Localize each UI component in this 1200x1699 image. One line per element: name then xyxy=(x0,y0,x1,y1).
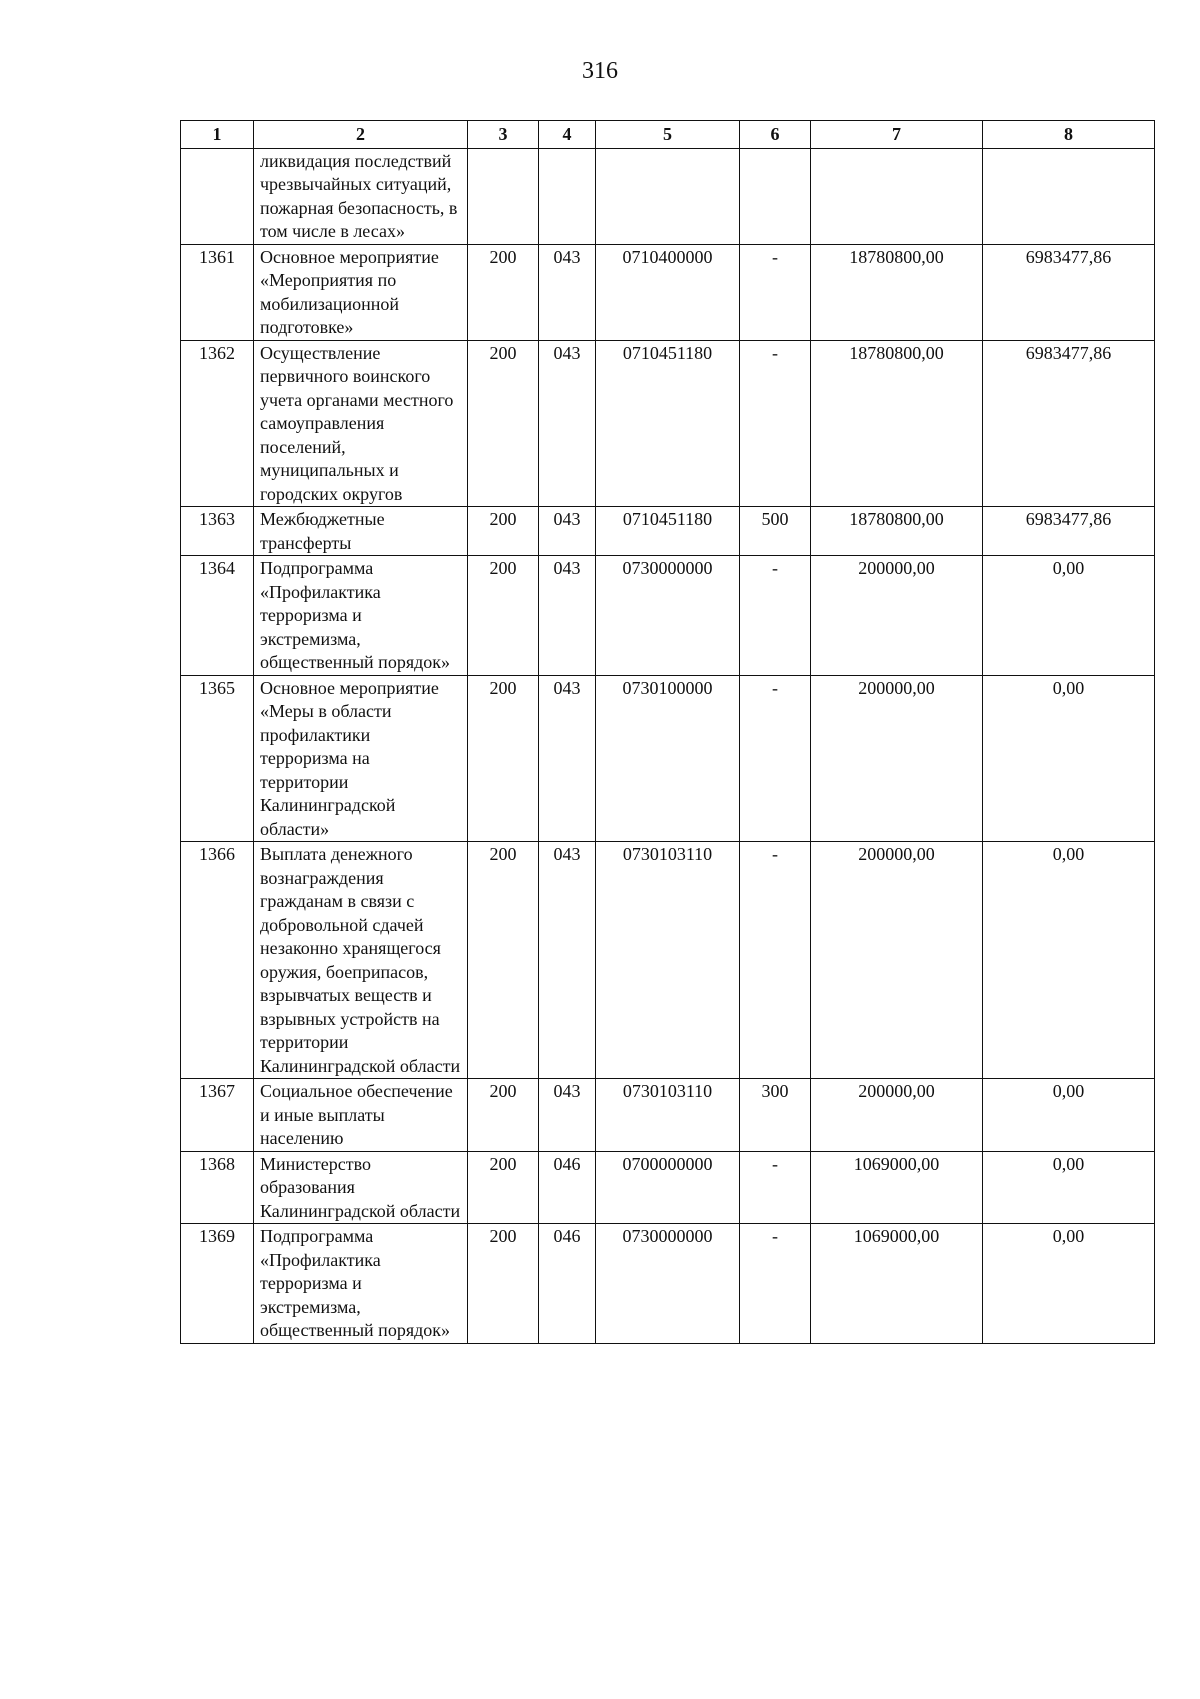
header-col-6: 6 xyxy=(740,121,811,149)
row-name: Подпрограмма «Профилактика терроризма и экстремизма, общественный порядок» xyxy=(254,556,468,676)
header-col-3: 3 xyxy=(468,121,539,149)
row-col-8: 0,00 xyxy=(983,556,1155,676)
row-col-6: - xyxy=(740,244,811,340)
row-col-8: 0,00 xyxy=(983,1079,1155,1152)
table-row xyxy=(181,244,1155,340)
table-row xyxy=(181,148,1155,244)
header-col-4: 4 xyxy=(539,121,596,149)
table-row xyxy=(181,842,1155,1079)
row-number: 1362 xyxy=(181,340,254,507)
row-col-7: 200000,00 xyxy=(811,1079,983,1152)
row-col-5: 0710451180 xyxy=(596,507,740,556)
row-col-8: 6983477,86 xyxy=(983,340,1155,507)
row-col-6: - xyxy=(740,556,811,676)
row-name: Министерство образования Калининградской области xyxy=(254,1151,468,1224)
row-col-7: 1069000,00 xyxy=(811,1151,983,1224)
row-col-8: 0,00 xyxy=(983,1224,1155,1344)
page-number: 316 xyxy=(582,58,618,84)
row-col-6: - xyxy=(740,675,811,842)
row-col-4: 043 xyxy=(539,244,596,340)
row-col-6: - xyxy=(740,340,811,507)
row-col-3: 200 xyxy=(468,1224,539,1344)
row-col-7 xyxy=(811,148,983,244)
row-name: Основное мероприятие «Меры в области профилактики терроризма на территории Калининградской области» xyxy=(254,675,468,842)
row-name: Межбюджетные трансферты xyxy=(254,507,468,556)
row-col-8: 0,00 xyxy=(983,842,1155,1079)
row-name: Выплата денежного вознаграждения гражданам в связи с добровольной сдачей незаконно хранящегося оружия, боеприпасов, взрывчатых веществ и взрывных устройств на территории Калининградской области xyxy=(254,842,468,1079)
row-col-4: 043 xyxy=(539,507,596,556)
row-col-8: 0,00 xyxy=(983,1151,1155,1224)
row-col-5: 0730000000 xyxy=(596,1224,740,1344)
row-name: Подпрограмма «Профилактика терроризма и экстремизма, общественный порядок» xyxy=(254,1224,468,1344)
table-row xyxy=(181,1224,1155,1344)
table-row xyxy=(181,1079,1155,1152)
row-number: 1363 xyxy=(181,507,254,556)
row-col-7: 200000,00 xyxy=(811,842,983,1079)
row-col-5: 0710451180 xyxy=(596,340,740,507)
row-name: Социальное обеспечение и иные выплаты населению xyxy=(254,1079,468,1152)
row-col-4: 043 xyxy=(539,340,596,507)
row-col-3: 200 xyxy=(468,340,539,507)
table-row xyxy=(181,507,1155,556)
row-col-8: 6983477,86 xyxy=(983,244,1155,340)
row-col-3: 200 xyxy=(468,1079,539,1152)
row-number: 1369 xyxy=(181,1224,254,1344)
row-col-5 xyxy=(596,148,740,244)
row-col-5: 0710400000 xyxy=(596,244,740,340)
table-row xyxy=(181,340,1155,507)
row-col-4: 043 xyxy=(539,556,596,676)
row-col-7: 18780800,00 xyxy=(811,340,983,507)
table-row xyxy=(181,1151,1155,1224)
row-col-6: - xyxy=(740,842,811,1079)
row-number: 1366 xyxy=(181,842,254,1079)
row-number: 1365 xyxy=(181,675,254,842)
row-col-6: - xyxy=(740,1151,811,1224)
row-col-3: 200 xyxy=(468,842,539,1079)
row-number: 1361 xyxy=(181,244,254,340)
row-col-4: 043 xyxy=(539,675,596,842)
budget-table xyxy=(180,120,1155,1344)
table-row xyxy=(181,675,1155,842)
row-col-5: 0730000000 xyxy=(596,556,740,676)
row-col-3 xyxy=(468,148,539,244)
row-number: 1364 xyxy=(181,556,254,676)
row-number: 1367 xyxy=(181,1079,254,1152)
row-col-3: 200 xyxy=(468,244,539,340)
header-col-8: 8 xyxy=(983,121,1155,149)
row-col-4: 046 xyxy=(539,1224,596,1344)
row-number: 1368 xyxy=(181,1151,254,1224)
row-col-7: 18780800,00 xyxy=(811,507,983,556)
header-row xyxy=(181,121,1155,149)
table-header xyxy=(181,121,1155,149)
row-col-6 xyxy=(740,148,811,244)
header-col-2: 2 xyxy=(254,121,468,149)
table-row xyxy=(181,556,1155,676)
row-col-8 xyxy=(983,148,1155,244)
header-col-1: 1 xyxy=(181,121,254,149)
row-col-6: 300 xyxy=(740,1079,811,1152)
row-col-5: 0730103110 xyxy=(596,1079,740,1152)
row-col-5: 0700000000 xyxy=(596,1151,740,1224)
row-number xyxy=(181,148,254,244)
row-col-7: 200000,00 xyxy=(811,675,983,842)
row-col-4: 043 xyxy=(539,1079,596,1152)
row-name: ликвидация последствий чрезвычайных ситуаций, пожарная безопасность, в том числе в лесах» xyxy=(254,148,468,244)
header-col-7: 7 xyxy=(811,121,983,149)
row-col-3: 200 xyxy=(468,1151,539,1224)
row-col-6: 500 xyxy=(740,507,811,556)
table-body xyxy=(181,148,1155,1343)
row-col-4: 043 xyxy=(539,842,596,1079)
row-col-3: 200 xyxy=(468,507,539,556)
row-col-3: 200 xyxy=(468,556,539,676)
row-col-4 xyxy=(539,148,596,244)
row-name: Осуществление первичного воинского учета органами местного самоуправления поселений, муниципальных и городских округов xyxy=(254,340,468,507)
row-col-7: 1069000,00 xyxy=(811,1224,983,1344)
row-col-8: 0,00 xyxy=(983,675,1155,842)
row-col-8: 6983477,86 xyxy=(983,507,1155,556)
row-col-5: 0730103110 xyxy=(596,842,740,1079)
row-col-7: 18780800,00 xyxy=(811,244,983,340)
row-col-4: 046 xyxy=(539,1151,596,1224)
row-name: Основное мероприятие «Мероприятия по мобилизационной подготовке» xyxy=(254,244,468,340)
row-col-6: - xyxy=(740,1224,811,1344)
row-col-3: 200 xyxy=(468,675,539,842)
row-col-5: 0730100000 xyxy=(596,675,740,842)
row-col-7: 200000,00 xyxy=(811,556,983,676)
header-col-5: 5 xyxy=(596,121,740,149)
